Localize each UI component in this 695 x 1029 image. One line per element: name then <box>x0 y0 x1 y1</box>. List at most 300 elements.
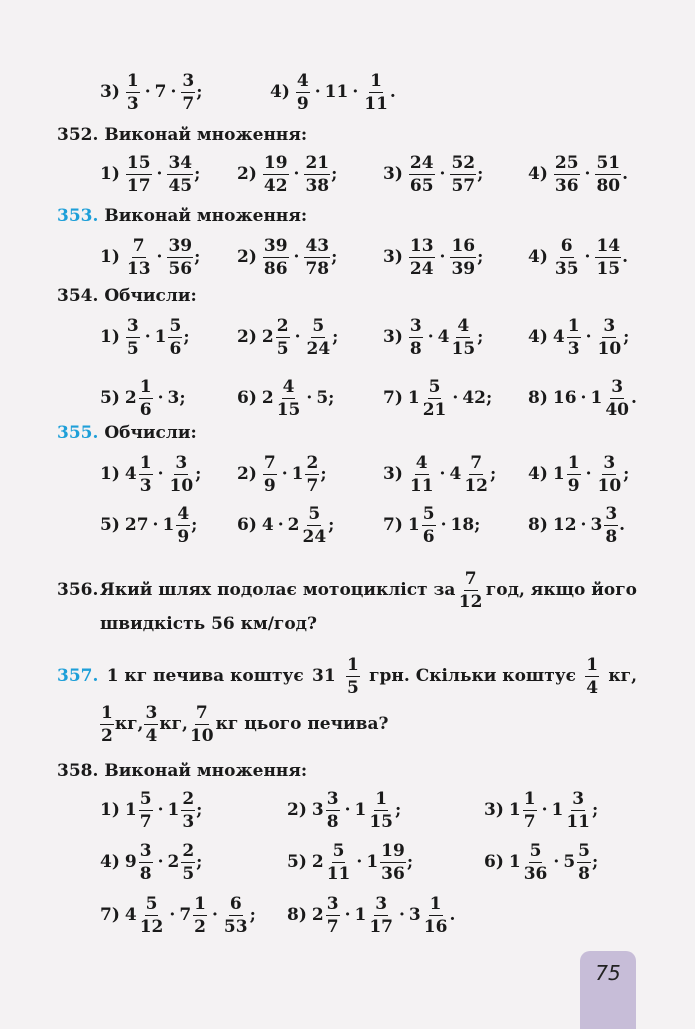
numerator: 3 <box>326 893 339 914</box>
item-label: 8) <box>528 515 548 535</box>
multiply-sign: · <box>293 247 300 267</box>
numerator: 3 <box>145 702 158 723</box>
paragraph-line <box>57 565 637 615</box>
exercise-item <box>270 62 396 122</box>
denominator: 36 <box>554 175 579 196</box>
fraction <box>595 236 621 279</box>
multiply-sign: · <box>440 515 447 535</box>
denominator: 86 <box>263 258 288 279</box>
denominator: 7 <box>326 916 339 937</box>
fraction <box>423 894 449 937</box>
plain-text: 16 <box>552 388 577 408</box>
plain-text: ; <box>332 327 339 347</box>
multiply-sign: · <box>585 327 592 347</box>
multiply-sign: · <box>427 327 434 347</box>
item-label: 4) <box>528 327 548 347</box>
exercise-item <box>484 780 598 840</box>
denominator: 7 <box>523 811 536 832</box>
fraction <box>263 236 289 279</box>
denominator: 15 <box>276 399 301 420</box>
paragraph-line <box>100 614 680 634</box>
multiply-sign: · <box>144 327 151 347</box>
plain-text: ; <box>194 164 201 184</box>
whole-part: 2 <box>311 905 324 925</box>
whole-part: 5 <box>563 852 576 872</box>
fraction <box>585 655 599 698</box>
fraction <box>223 894 249 937</box>
plain-text: ; <box>477 164 484 184</box>
plain-text: ; <box>395 800 402 820</box>
plain-text: ; <box>328 515 335 535</box>
fraction <box>168 453 194 496</box>
problem-title <box>57 125 307 145</box>
denominator: 17 <box>126 175 151 196</box>
plain-text: кг, <box>114 714 144 734</box>
item-label: 6) <box>237 388 257 408</box>
denominator: 9 <box>263 475 276 496</box>
numerator: 2 <box>182 840 195 861</box>
fraction <box>305 316 331 359</box>
denominator: 45 <box>168 175 193 196</box>
exercise-item <box>237 368 334 428</box>
item-label: 2) <box>237 164 257 184</box>
whole-part: 1 <box>590 388 603 408</box>
numerator: 1 <box>194 893 206 914</box>
exercise-item <box>100 144 200 204</box>
problem-title <box>57 286 197 306</box>
numerator: 1 <box>139 452 152 473</box>
fraction <box>326 789 340 832</box>
numerator: 3 <box>603 452 616 473</box>
numerator: 6 <box>229 893 242 914</box>
numerator: 13 <box>409 235 434 256</box>
numerator: 1 <box>126 70 139 91</box>
plain-text: 4 <box>261 515 274 535</box>
numerator: 7 <box>263 452 276 473</box>
multiply-sign: · <box>156 164 163 184</box>
whole-part: 1 <box>124 800 137 820</box>
fraction <box>263 153 289 196</box>
exercise-item <box>100 307 190 367</box>
numerator: 21 <box>305 152 330 173</box>
numerator: 2 <box>182 788 195 809</box>
fraction <box>276 316 290 359</box>
denominator: 2 <box>101 725 113 746</box>
problem-instruction: Виконай множення: <box>104 761 308 781</box>
multiply-sign: · <box>352 82 359 102</box>
numerator: 3 <box>126 315 139 336</box>
multiply-sign: · <box>294 327 301 347</box>
plain-text: грн. Скільки коштує <box>369 666 576 686</box>
fraction <box>409 236 435 279</box>
exercise-item <box>287 832 413 892</box>
exercise-item <box>383 144 483 204</box>
multiply-sign: · <box>212 905 218 925</box>
plain-text: ; <box>249 905 256 925</box>
denominator: 57 <box>451 175 476 196</box>
numerator: 52 <box>451 152 476 173</box>
multiply-sign: · <box>553 852 560 872</box>
fraction <box>422 504 436 547</box>
page-number: 75 <box>595 961 621 985</box>
denominator: 65 <box>409 175 434 196</box>
denominator: 53 <box>223 916 248 937</box>
plain-text: ; <box>489 464 497 484</box>
numerator: 5 <box>529 840 542 861</box>
numerator: 7 <box>195 702 208 723</box>
fraction <box>126 153 152 196</box>
numerator: 4 <box>282 376 295 397</box>
plain-text: ; <box>195 464 202 484</box>
fraction <box>450 236 476 279</box>
item-label: 1) <box>100 247 120 267</box>
whole-part: 1 <box>162 515 175 535</box>
whole-part: 9 <box>124 852 137 872</box>
denominator: 40 <box>605 399 629 420</box>
fraction <box>181 841 195 884</box>
problem-title <box>57 761 307 781</box>
fraction <box>139 377 153 420</box>
fraction <box>181 71 195 114</box>
numerator: 34 <box>168 152 193 173</box>
plain-text: 1 кг печива коштує <box>106 666 304 686</box>
exercise-item <box>237 227 337 287</box>
numerator: 1 <box>347 654 359 675</box>
fraction <box>139 453 153 496</box>
numerator: 16 <box>451 235 476 256</box>
denominator: 6 <box>139 399 152 420</box>
plain-text: ; <box>196 852 203 872</box>
plain-text: 27 <box>124 515 149 535</box>
multiply-sign: · <box>306 388 313 408</box>
fraction <box>126 71 140 114</box>
fraction <box>595 153 621 196</box>
denominator: 8 <box>326 811 339 832</box>
fraction <box>301 504 327 547</box>
exercise-item <box>237 495 334 555</box>
multiply-sign: · <box>293 164 300 184</box>
numerator: 7 <box>470 452 483 473</box>
denominator: 42 <box>263 175 288 196</box>
denominator: 5 <box>126 338 139 359</box>
problem-number: 357. <box>57 666 99 686</box>
exercise-row <box>0 368 695 428</box>
plain-text: 7 <box>154 82 167 102</box>
multiply-sign: · <box>584 247 591 267</box>
fraction <box>567 453 581 496</box>
multiply-sign: · <box>170 82 177 102</box>
multiply-sign: · <box>277 515 284 535</box>
numerator: 43 <box>305 235 330 256</box>
plain-text: . <box>389 82 396 102</box>
whole-part: 7 <box>179 905 192 925</box>
denominator: 7 <box>182 93 195 114</box>
plain-text: 42; <box>462 388 493 408</box>
plain-text: кг, <box>159 714 188 734</box>
numerator: 3 <box>326 788 339 809</box>
numerator: 15 <box>126 152 151 173</box>
fraction <box>139 894 165 937</box>
fraction <box>409 316 423 359</box>
page-number-tab <box>580 951 636 1029</box>
multiply-sign: · <box>281 464 288 484</box>
problem-number: 356. <box>57 580 99 600</box>
denominator: 3 <box>139 475 152 496</box>
denominator: 8 <box>605 526 618 547</box>
denominator: 21 <box>422 399 447 420</box>
multiply-sign: · <box>157 800 164 820</box>
exercise-item <box>383 227 483 287</box>
multiply-sign: · <box>584 164 591 184</box>
whole-part: 3 <box>590 515 603 535</box>
denominator: 11 <box>326 863 351 884</box>
fraction <box>126 316 140 359</box>
item-label: 1) <box>100 800 120 820</box>
multiply-sign: · <box>314 82 321 102</box>
exercise-item <box>100 780 202 840</box>
fraction <box>167 153 193 196</box>
item-label: 3) <box>383 464 403 484</box>
numerator: 5 <box>578 840 590 861</box>
item-label: 7) <box>100 905 120 925</box>
numerator: 39 <box>168 235 193 256</box>
exercise-item <box>287 780 401 840</box>
exercise-item <box>237 144 337 204</box>
numerator: 25 <box>554 152 579 173</box>
exercise-item <box>528 495 625 555</box>
plain-text: ; <box>196 82 203 102</box>
whole-part: 4 <box>449 464 462 484</box>
multiply-sign: · <box>439 164 446 184</box>
whole-part: 1 <box>354 905 367 925</box>
denominator: 35 <box>554 258 579 279</box>
multiply-sign: · <box>580 388 587 408</box>
item-label: 3) <box>383 164 403 184</box>
multiply-sign: · <box>157 388 164 408</box>
plain-text: ; <box>623 327 630 347</box>
numerator: 39 <box>263 235 288 256</box>
plain-text: . <box>622 164 629 184</box>
whole-part: 4 <box>124 464 137 484</box>
exercise-item <box>528 144 628 204</box>
multiply-sign: · <box>439 247 446 267</box>
exercise-item <box>100 227 200 287</box>
plain-text: ; <box>331 164 338 184</box>
fraction <box>139 841 153 884</box>
plain-text: ; <box>477 247 484 267</box>
whole-part: 1 <box>552 464 565 484</box>
item-label: 1) <box>100 464 120 484</box>
item-label: 3) <box>383 327 403 347</box>
fraction <box>326 894 340 937</box>
denominator: 10 <box>189 725 214 746</box>
denominator: 12 <box>139 916 164 937</box>
fraction <box>554 153 580 196</box>
fraction <box>604 504 618 547</box>
numerator: 1 <box>139 376 152 397</box>
denominator: 7 <box>139 811 152 832</box>
whole-part: 1 <box>407 388 420 408</box>
item-label: 2) <box>287 800 307 820</box>
plain-text: 4 <box>437 327 450 347</box>
numerator: 14 <box>596 235 621 256</box>
numerator: 4 <box>415 452 428 473</box>
whole-part: 1 <box>508 800 521 820</box>
plain-text: ; <box>406 852 414 872</box>
fraction <box>346 655 360 698</box>
denominator: 24 <box>409 258 434 279</box>
multiply-sign: · <box>399 905 405 925</box>
fraction <box>577 841 591 884</box>
denominator: 9 <box>296 93 309 114</box>
denominator: 11 <box>364 93 388 114</box>
whole-part: 4 <box>124 905 137 925</box>
plain-text: швидкість 56 км/год? <box>100 614 317 634</box>
numerator: 1 <box>523 788 536 809</box>
fraction <box>409 453 435 496</box>
fraction <box>263 453 277 496</box>
whole-part: 4 <box>552 327 565 347</box>
denominator: 24 <box>302 526 327 547</box>
exercise-item <box>484 832 598 892</box>
denominator: 17 <box>369 916 393 937</box>
fraction <box>604 377 630 420</box>
exercise-item <box>100 885 256 945</box>
problem-instruction: Обчисли: <box>104 423 197 443</box>
exercise-row <box>0 780 695 840</box>
numerator: 3 <box>605 503 618 524</box>
fraction <box>463 453 489 496</box>
numerator: 3 <box>603 315 616 336</box>
plain-text: год, якщо його <box>485 580 637 600</box>
numerator: 7 <box>132 235 145 256</box>
fraction <box>368 894 394 937</box>
whole-part: 2 <box>167 852 180 872</box>
fraction <box>596 316 622 359</box>
item-label: 4) <box>100 852 120 872</box>
multiply-sign: · <box>157 852 164 872</box>
plain-text: ; <box>331 247 338 267</box>
numerator: 1 <box>370 70 382 91</box>
numerator: 3 <box>409 315 422 336</box>
item-label: 5) <box>100 388 120 408</box>
problem-number: 355. <box>57 423 99 443</box>
denominator: 7 <box>306 475 319 496</box>
plain-text: кг цього печива? <box>215 714 389 734</box>
fraction <box>193 894 207 937</box>
item-label: 2) <box>237 247 257 267</box>
whole-part: 1 <box>167 800 180 820</box>
numerator: 3 <box>175 452 188 473</box>
problem-number: 352. <box>57 125 99 145</box>
fraction <box>144 703 158 746</box>
item-label: 7) <box>383 515 403 535</box>
exercise-item <box>383 495 480 555</box>
item-label: 1) <box>100 327 120 347</box>
whole-part: 1 <box>407 515 420 535</box>
multiply-sign: · <box>356 852 363 872</box>
denominator: 6 <box>169 338 182 359</box>
denominator: 8 <box>578 863 590 884</box>
paragraph-line <box>57 651 637 701</box>
plain-text: 12 <box>552 515 577 535</box>
plain-text: . <box>622 247 629 267</box>
whole-part: 1 <box>354 800 367 820</box>
numerator: 7 <box>464 568 477 589</box>
multiply-sign: · <box>439 464 446 484</box>
numerator: 2 <box>306 452 319 473</box>
numerator: 5 <box>428 376 441 397</box>
denominator: 80 <box>596 175 621 196</box>
exercise-item <box>237 307 338 367</box>
multiply-sign: · <box>157 464 164 484</box>
problem-number: 354. <box>57 286 99 306</box>
denominator: 3 <box>182 811 195 832</box>
fraction <box>326 841 352 884</box>
fraction <box>305 453 319 496</box>
denominator: 16 <box>423 916 448 937</box>
fraction <box>368 789 394 832</box>
denominator: 4 <box>145 725 158 746</box>
numerator: 51 <box>596 152 621 173</box>
numerator: 5 <box>145 893 158 914</box>
numerator: 2 <box>276 315 289 336</box>
item-label: 8) <box>528 388 548 408</box>
denominator: 5 <box>347 677 359 698</box>
problem-instruction: Обчисли: <box>104 286 197 306</box>
multiply-sign: · <box>541 800 548 820</box>
whole-part: 2 <box>311 852 324 872</box>
fraction <box>422 377 448 420</box>
plain-text: ; <box>477 327 484 347</box>
denominator: 8 <box>409 338 422 359</box>
denominator: 11 <box>409 475 434 496</box>
denominator: 15 <box>596 258 621 279</box>
denominator: 15 <box>451 338 476 359</box>
numerator: 5 <box>422 503 435 524</box>
whole-part: 1 <box>291 464 304 484</box>
numerator: 4 <box>457 315 470 336</box>
fraction <box>126 236 152 279</box>
multiply-sign: · <box>585 464 592 484</box>
exercise-item <box>528 368 637 428</box>
item-label: 3) <box>383 247 403 267</box>
problem-instruction: Виконай множення: <box>104 206 308 226</box>
multiply-sign: · <box>156 247 163 267</box>
denominator: 3 <box>126 93 139 114</box>
whole-part: 3 <box>408 905 421 925</box>
numerator: 5 <box>312 315 325 336</box>
fraction <box>168 316 182 359</box>
whole-part: 2 <box>261 388 274 408</box>
denominator: 36 <box>523 863 548 884</box>
fraction <box>567 316 581 359</box>
numerator: 3 <box>611 376 624 397</box>
plain-text: ; <box>623 464 630 484</box>
multiply-sign: · <box>580 515 587 535</box>
item-label: 6) <box>237 515 257 535</box>
numerator: 3 <box>572 788 585 809</box>
item-label: 6) <box>484 852 504 872</box>
numerator: 1 <box>567 452 580 473</box>
denominator: 2 <box>194 916 206 937</box>
denominator: 4 <box>586 677 599 698</box>
whole-part: 2 <box>261 327 274 347</box>
plain-text: . <box>630 388 637 408</box>
fraction <box>167 236 193 279</box>
fraction <box>450 316 476 359</box>
item-label: 4) <box>270 82 290 102</box>
